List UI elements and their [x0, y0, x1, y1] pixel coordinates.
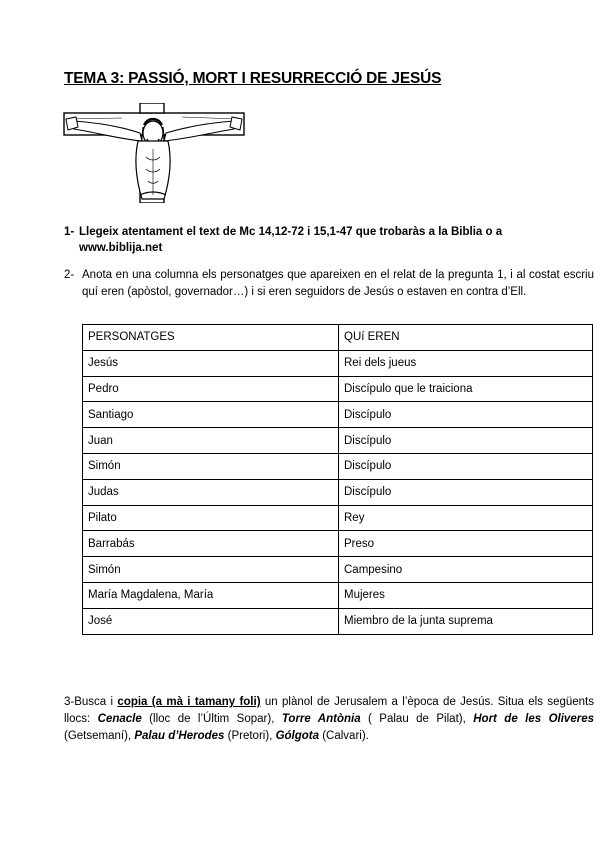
place-golgota-desc: (Calvari). [319, 730, 369, 742]
cell-role: Rey [339, 505, 593, 531]
place-torre-antonia-desc: ( Palau de Pilat), [360, 713, 474, 725]
question-3 [64, 694, 594, 745]
cell-character: Santiago [83, 402, 339, 428]
cell-character: José [83, 608, 339, 634]
table-row [83, 582, 593, 608]
cell-role: Rei dels jueus [339, 350, 593, 376]
table-row [83, 557, 593, 583]
place-palau-herodes-desc: (Pretori), [224, 730, 276, 742]
table-row [83, 350, 593, 376]
question-2 [64, 267, 594, 301]
table-row [83, 428, 593, 454]
cell-role: Mujeres [339, 582, 593, 608]
question-3-copy-instruction: copia (a mà i tamany foli) [117, 696, 261, 708]
cell-role: Campesino [339, 557, 593, 583]
cell-role: Discípulo [339, 402, 593, 428]
table-row [83, 608, 593, 634]
question-1-line-2: www.biblija.net [79, 242, 163, 254]
cell-character: Simón [83, 557, 339, 583]
question-1-line-1: Llegeix atentament el text de Mc 14,12-72 i 15,1-47 que trobaràs a la Biblia o a [79, 226, 503, 238]
question-2-text: Anota en una columna els personatges que apareixen en el relat de la pregunta 1, i al costat escriu quí eren (apòstol, governador…) i si eren seguidors de Jesús o estaven en contra d’Ell. [82, 269, 594, 298]
header-who-they-were: QUí EREN [339, 325, 593, 351]
cell-character: María Magdalena, María [83, 582, 339, 608]
question-2-number: 2- [64, 269, 75, 281]
place-torre-antonia: Torre Antònia [281, 713, 361, 725]
cell-role: Discípulo que le traiciona [339, 376, 593, 402]
cell-character: Simón [83, 453, 339, 479]
table-header-row [83, 325, 593, 351]
cell-role: Miembro de la junta suprema [339, 608, 593, 634]
question-1-number: 1- [64, 226, 75, 238]
table-row [83, 531, 593, 557]
question-3-text: un plànol de Jerusalem a l’època de Jesús. Situa els següents llocs: [64, 696, 594, 725]
cell-role: Discípulo [339, 428, 593, 454]
cell-role: Discípulo [339, 453, 593, 479]
table-row [83, 402, 593, 428]
table-row [83, 479, 593, 505]
cell-role: Discípulo [339, 479, 593, 505]
place-palau-herodes: Palau d’Herodes [134, 730, 225, 742]
page-title: TEMA 3: PASSIÓ, MORT I RESURRECCIÓ DE JESÚS [64, 70, 442, 87]
question-3-intro: 3-Busca i [64, 696, 118, 708]
cell-character: Juan [83, 428, 339, 454]
characters-table [82, 324, 593, 635]
question-1 [64, 224, 584, 256]
place-hort-oliveres-desc: (Getsemaní), [64, 730, 135, 742]
table-row [83, 453, 593, 479]
place-cenacle-desc: (lloc de l’Últim Sopar), [141, 713, 282, 725]
crucifix-illustration [62, 103, 246, 203]
header-characters: PERSONATGES [83, 325, 339, 351]
cell-character: Judas [83, 479, 339, 505]
cell-character: Pedro [83, 376, 339, 402]
table-row [83, 376, 593, 402]
cell-character: Jesús [83, 350, 339, 376]
cell-character: Barrabás [83, 531, 339, 557]
place-hort-oliveres: Hort de les Oliveres [473, 713, 594, 725]
place-cenacle: Cenacle [97, 713, 142, 725]
table-row [83, 505, 593, 531]
cell-character: Pilato [83, 505, 339, 531]
place-golgota: Gólgota [275, 730, 320, 742]
cell-role: Preso [339, 531, 593, 557]
